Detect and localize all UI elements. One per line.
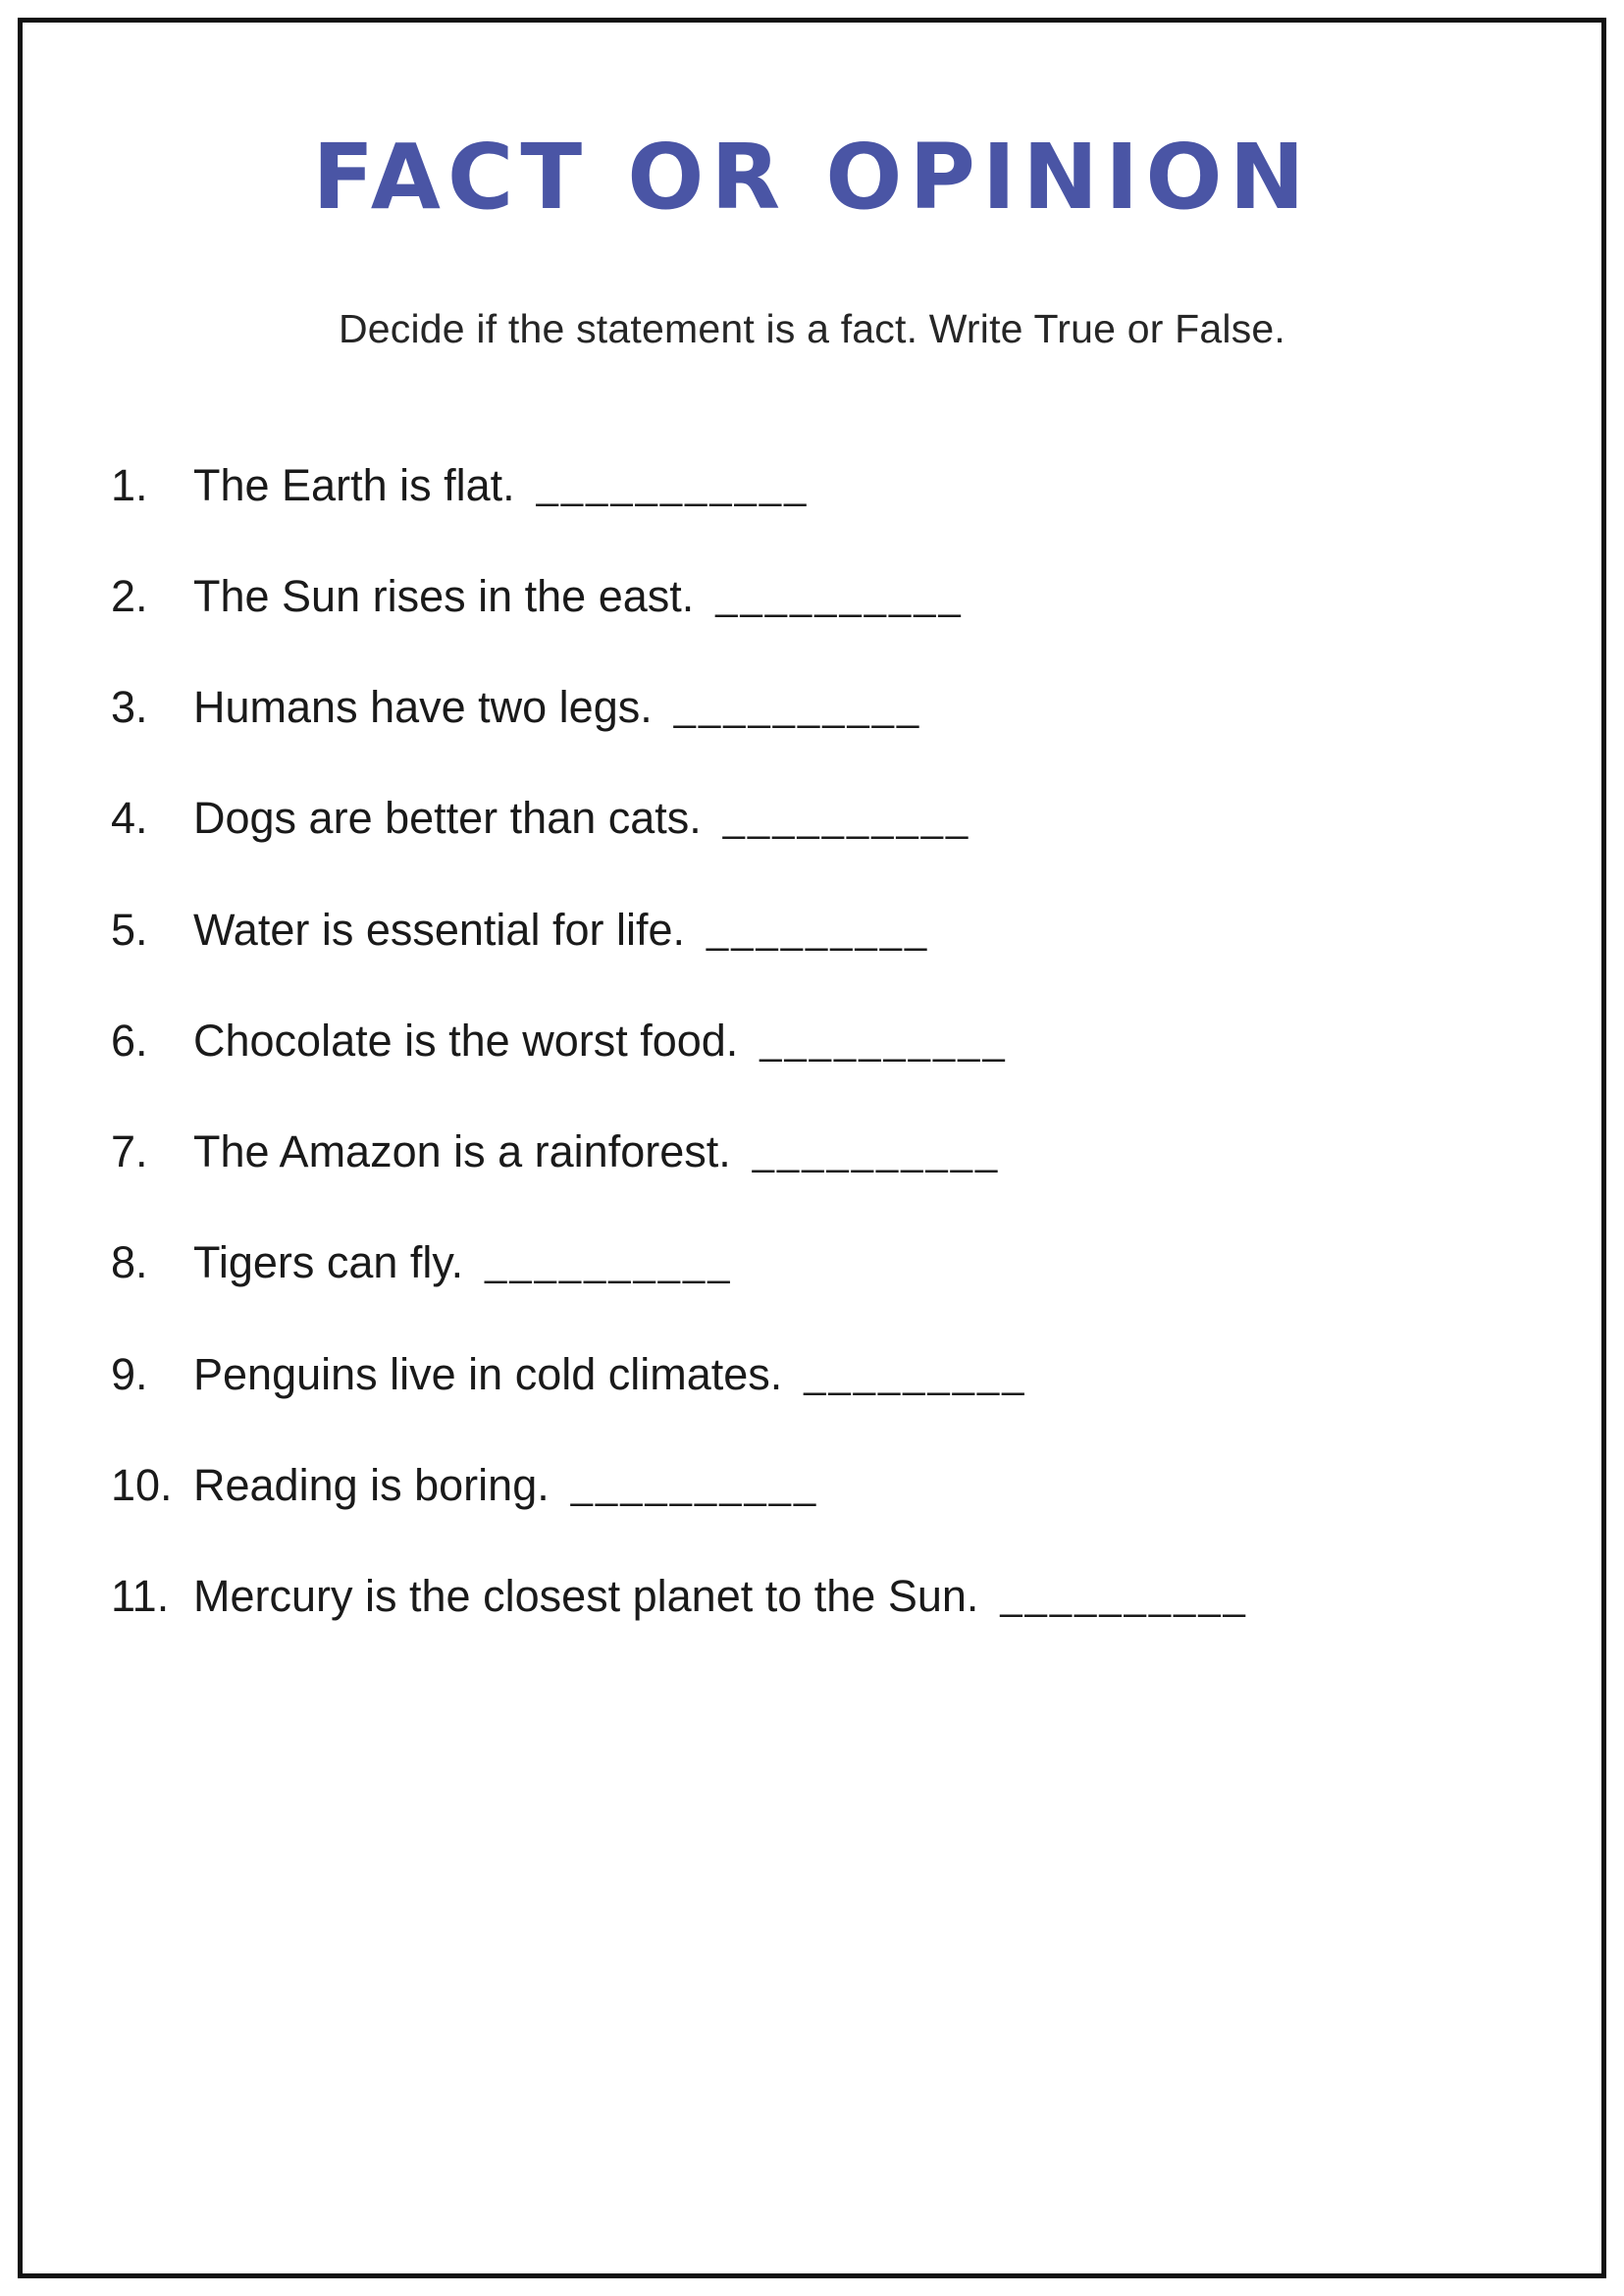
question-text: The Amazon is a rainforest. <box>193 1126 731 1177</box>
question-item-8 <box>99 1235 1525 1290</box>
question-item-9 <box>99 1347 1525 1402</box>
answer-blank[interactable]: __________ <box>715 574 964 618</box>
question-item-11 <box>99 1569 1525 1624</box>
answer-blank[interactable]: _________ <box>804 1352 1027 1396</box>
instructions-text: Decide if the statement is a fact. Write True or False. <box>338 305 1285 351</box>
question-item-10 <box>99 1458 1525 1513</box>
question-number: 3. <box>111 682 148 733</box>
question-number: 4. <box>111 793 148 844</box>
question-number: 7. <box>111 1126 148 1177</box>
answer-blank[interactable]: ___________ <box>536 463 810 507</box>
question-number: 1. <box>111 459 148 510</box>
answer-blank[interactable]: __________ <box>722 797 971 841</box>
question-number: 9. <box>111 1348 148 1399</box>
question-item-6 <box>99 1014 1525 1069</box>
answer-blank[interactable]: __________ <box>752 1130 1001 1174</box>
question-item-5 <box>99 903 1525 958</box>
answer-blank[interactable]: __________ <box>570 1463 819 1507</box>
question-text: Tigers can fly. <box>193 1237 464 1288</box>
question-text: The Sun rises in the east. <box>193 570 695 621</box>
question-item-7 <box>99 1124 1525 1179</box>
question-text: Mercury is the closest planet to the Sun. <box>193 1571 979 1622</box>
question-text: Dogs are better than cats. <box>193 793 702 844</box>
question-list <box>99 352 1525 1625</box>
question-item-3 <box>99 680 1525 735</box>
question-item-1 <box>99 458 1525 513</box>
page-title: FACT OR OPINION <box>312 125 1312 230</box>
question-number: 5. <box>111 904 148 955</box>
question-number: 10. <box>111 1459 173 1510</box>
question-text: Chocolate is the worst food. <box>193 1015 739 1066</box>
answer-blank[interactable]: __________ <box>760 1018 1008 1063</box>
question-text: The Earth is flat. <box>193 459 515 510</box>
question-text: Water is essential for life. <box>193 904 685 955</box>
question-item-4 <box>99 791 1525 846</box>
question-number: 2. <box>111 570 148 621</box>
question-number: 6. <box>111 1015 148 1066</box>
page-border-frame <box>18 18 1606 2278</box>
question-text: Penguins live in cold climates. <box>193 1348 783 1399</box>
question-item-2 <box>99 569 1525 624</box>
question-number: 8. <box>111 1237 148 1288</box>
answer-blank[interactable]: _________ <box>707 908 930 952</box>
question-text: Reading is boring. <box>193 1459 550 1510</box>
answer-blank[interactable]: __________ <box>673 686 922 730</box>
answer-blank[interactable]: __________ <box>1000 1575 1248 1619</box>
question-number: 11. <box>111 1571 170 1622</box>
answer-blank[interactable]: __________ <box>485 1241 733 1285</box>
question-text: Humans have two legs. <box>193 682 653 733</box>
